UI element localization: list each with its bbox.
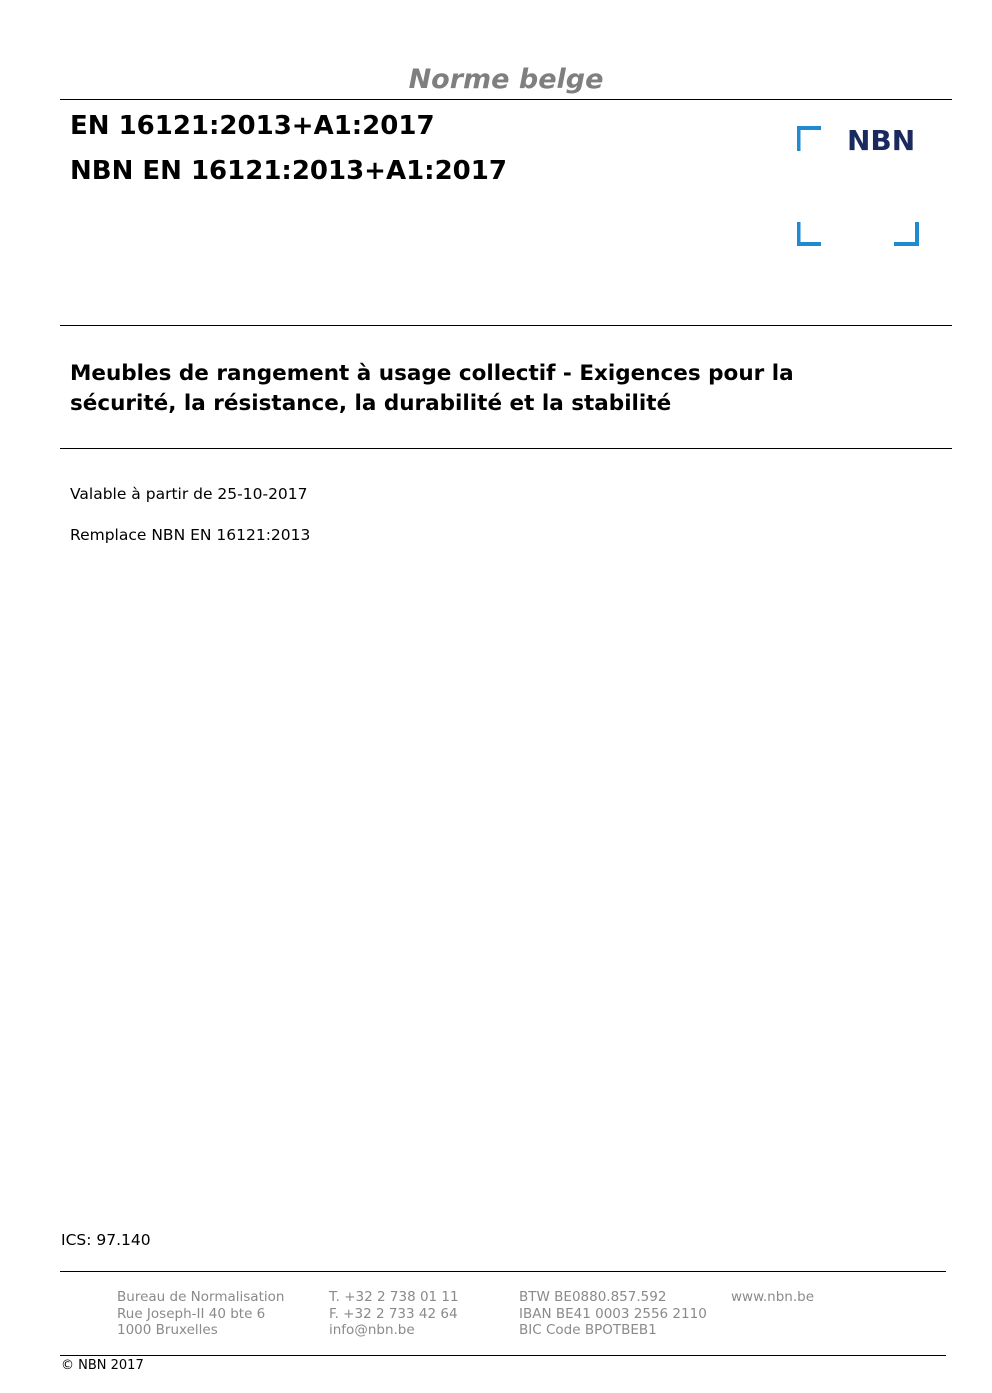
logo-bracket-bottom-right bbox=[894, 222, 917, 244]
logo-bracket-top-left bbox=[799, 128, 822, 151]
valid-from-text: Valable à partir de 25-10-2017 bbox=[70, 485, 308, 503]
title-top-rule bbox=[60, 325, 952, 326]
footer-address bbox=[117, 1289, 284, 1339]
header-top-rule bbox=[60, 99, 952, 100]
standard-number-nbn: NBN EN 16121:2013+A1:2017 bbox=[70, 156, 507, 186]
footer-iban: IBAN BE41 0003 2556 2110 bbox=[519, 1305, 707, 1322]
footer-bic: BIC Code BPOTBEB1 bbox=[519, 1322, 657, 1338]
title-line-2: sécurité, la résistance, la durabilité et la stabilité bbox=[70, 391, 672, 416]
footer-street: Rue Joseph-II 40 bte 6 bbox=[117, 1305, 266, 1322]
footer-web bbox=[731, 1289, 814, 1306]
footer-top-rule bbox=[60, 1271, 946, 1272]
footer-website: www.nbn.be bbox=[731, 1289, 815, 1305]
footer-contact bbox=[329, 1289, 459, 1339]
copyright-notice: © NBN 2017 bbox=[61, 1358, 144, 1373]
document-title bbox=[70, 359, 910, 419]
footer-email: info@nbn.be bbox=[329, 1322, 415, 1338]
replaces-text: Remplace NBN EN 16121:2013 bbox=[70, 526, 311, 544]
footer-fax: F. +32 2 733 42 64 bbox=[329, 1305, 458, 1322]
logo-text: NBN bbox=[847, 126, 916, 157]
ics-code: ICS: 97.140 bbox=[61, 1231, 151, 1249]
footer-city: 1000 Bruxelles bbox=[117, 1322, 218, 1338]
title-line-1: Meubles de rangement à usage collectif - Exigences pour la bbox=[70, 361, 794, 386]
logo-bracket-bottom-left bbox=[799, 222, 822, 244]
footer-org-name: Bureau de Normalisation bbox=[117, 1289, 285, 1305]
footer-vat: BTW BE0880.857.592 bbox=[519, 1289, 667, 1305]
document-type-label: Norme belge bbox=[408, 64, 604, 95]
standard-number-en: EN 16121:2013+A1:2017 bbox=[70, 111, 435, 141]
title-bottom-rule bbox=[60, 448, 952, 449]
footer-bottom-rule bbox=[60, 1355, 946, 1356]
footer-phone: T. +32 2 738 01 11 bbox=[329, 1289, 459, 1305]
nbn-logo bbox=[797, 126, 921, 248]
footer-bank bbox=[519, 1289, 707, 1339]
